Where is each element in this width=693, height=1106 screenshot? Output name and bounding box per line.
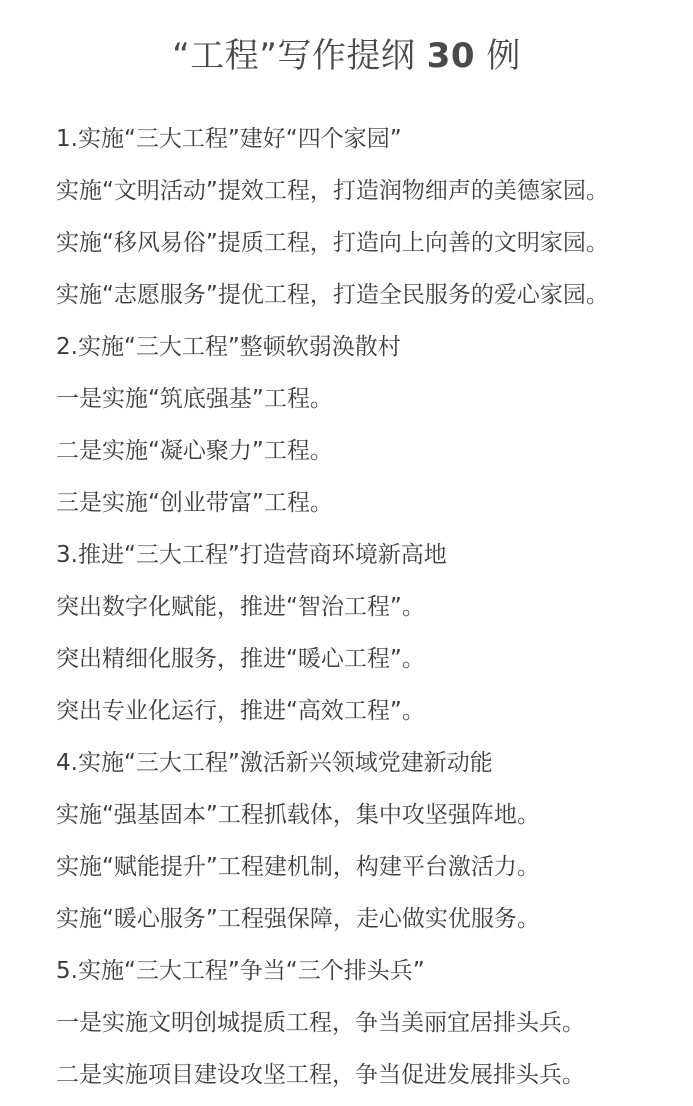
section-heading: 5.实施“三大工程”争当“三个排头兵” (56, 958, 425, 984)
outline-list (56, 118, 609, 1106)
outline-item: 一是实施“筑底强基”工程。 (56, 386, 333, 412)
outline-item: 三是实施“创业带富”工程。 (56, 490, 333, 516)
title-suffix: 例 (486, 36, 521, 76)
title-prefix: “工程”写作提纲 (172, 36, 416, 76)
outline-item: 实施“赋能提升”工程建机制，构建平台激活力。 (56, 854, 540, 880)
outline-item: 二是实施“凝心聚力”工程。 (56, 438, 333, 464)
section-heading: 1.实施“三大工程”建好“四个家园” (56, 126, 402, 152)
page-title (0, 34, 693, 78)
section-heading: 2.实施“三大工程”整顿软弱涣散村 (56, 334, 401, 360)
title-number: 30 (426, 36, 476, 76)
section-heading: 4.实施“三大工程”激活新兴领域党建新动能 (56, 750, 493, 776)
section-heading: 3.推进“三大工程”打造营商环境新高地 (56, 542, 447, 568)
outline-item: 实施“强基固本”工程抓载体，集中攻坚强阵地。 (56, 802, 540, 828)
outline-item: 二是实施项目建设攻坚工程，争当促进发展排头兵。 (56, 1062, 585, 1088)
outline-item: 一是实施文明创城提质工程，争当美丽宜居排头兵。 (56, 1010, 585, 1036)
outline-item: 突出专业化运行，推进“高效工程”。 (56, 698, 425, 724)
outline-item: 实施“暖心服务”工程强保障，走心做实优服务。 (56, 906, 540, 932)
outline-item: 突出精细化服务，推进“暖心工程”。 (56, 646, 425, 672)
outline-item: 突出数字化赋能，推进“智治工程”。 (56, 594, 425, 620)
outline-item: 实施“志愿服务”提优工程，打造全民服务的爱心家园。 (56, 282, 609, 308)
outline-item: 实施“文明活动”提效工程，打造润物细声的美德家园。 (56, 178, 609, 204)
outline-item: 实施“移风易俗”提质工程，打造向上向善的文明家园。 (56, 230, 609, 256)
